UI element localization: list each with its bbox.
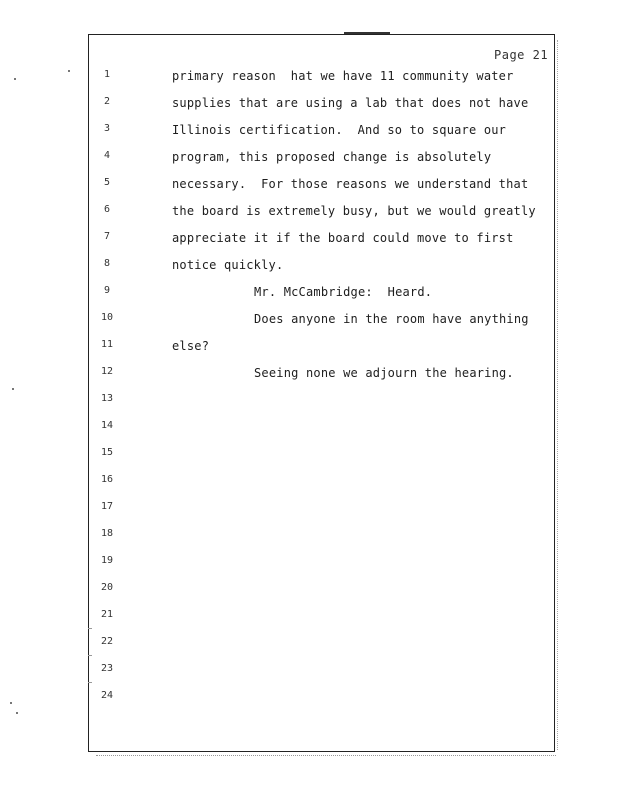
line-number: 9 [103,285,111,296]
transcript-line: necessary. For those reasons we understand that [172,177,529,191]
transcript-line: program, this proposed change is absolutely [172,150,492,164]
transcript-line: Seeing none we adjourn the hearing. [254,366,514,380]
line-number: 12 [100,366,114,377]
scan-edge-bottom [96,755,556,757]
line-number: 21 [100,609,114,620]
scan-speck [12,388,14,390]
line-number: 6 [103,204,111,215]
page-number: Page 21 [494,48,549,62]
transcript-line: Does anyone in the room have anything [254,312,529,326]
line-number: 18 [100,528,114,539]
scan-speck [14,78,16,80]
transcript-line: appreciate it if the board could move to first [172,231,514,245]
transcript-line: else? [172,339,210,353]
transcript-line: the board is extremely busy, but we would greatly [172,204,536,218]
line-number: 19 [100,555,114,566]
transcript-line: Illinois certification. And so to square our [172,123,507,137]
line-number: 4 [103,150,111,161]
transcript-line: supplies that are using a lab that does not have [172,96,529,110]
line-number: 14 [100,420,114,431]
scan-tick [88,682,92,683]
line-number: 5 [103,177,111,188]
line-number: 20 [100,582,114,593]
line-number: 13 [100,393,114,404]
line-number: 3 [103,123,111,134]
scan-edge-right [557,40,559,750]
page-border [88,34,555,752]
scan-tick [88,655,92,656]
line-number: 22 [100,636,114,647]
line-number: 23 [100,663,114,674]
scan-speck [16,712,18,714]
line-number: 16 [100,474,114,485]
line-number: 24 [100,690,114,701]
transcript-line: notice quickly. [172,258,284,272]
line-number: 17 [100,501,114,512]
speaker-line: Mr. McCambridge: Heard. [254,285,433,299]
line-number: 2 [103,96,111,107]
line-number: 7 [103,231,111,242]
line-number: 15 [100,447,114,458]
line-number: 8 [103,258,111,269]
line-number: 10 [100,312,114,323]
line-number: 1 [103,69,111,80]
line-number: 11 [100,339,114,350]
scan-speck [68,70,70,72]
scan-speck [10,702,12,704]
transcript-line: primary reason hat we have 11 community water [172,69,514,83]
scan-tick [88,628,92,629]
